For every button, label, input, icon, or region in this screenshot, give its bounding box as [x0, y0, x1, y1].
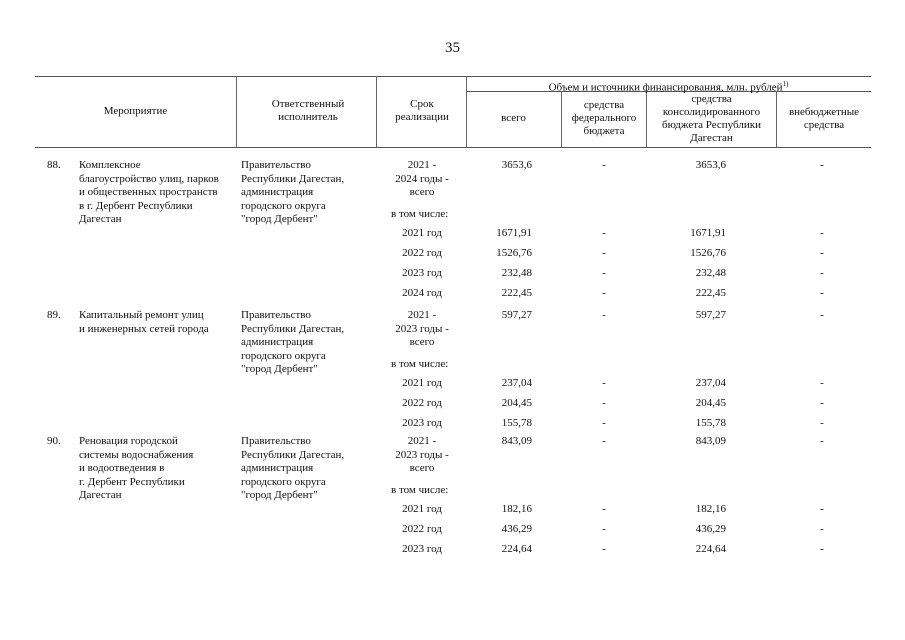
year-value-extrabudget: -: [820, 503, 824, 515]
term-text-line: всего: [409, 336, 435, 348]
value-consolidated: 3653,6: [695, 159, 726, 171]
year-value-total: 204,45: [501, 397, 532, 409]
value-federal: -: [602, 309, 606, 321]
header-extrabudget: внебюджетные средства: [788, 106, 860, 131]
executor-text-line: "город Дербент": [241, 489, 318, 501]
year-value-federal: -: [602, 227, 606, 239]
term-text-line: 2023 годы -: [395, 448, 449, 461]
year-value-total: 237,04: [501, 377, 532, 389]
year-label: 2021 год: [402, 227, 442, 239]
year-value-total: 182,16: [501, 503, 532, 515]
term-text-line: всего: [409, 462, 435, 474]
year-value-federal: -: [602, 543, 606, 555]
row-number: 90.: [47, 435, 61, 447]
year-label: 2023 год: [402, 543, 442, 555]
year-value-total: 232,48: [501, 267, 532, 279]
year-label: 2023 год: [402, 417, 442, 429]
executor-text-line: "город Дербент": [241, 363, 318, 375]
year-label: 2023 год: [402, 267, 442, 279]
year-value-total: 222,45: [501, 287, 532, 299]
year-value-consolidated: 237,04: [695, 377, 726, 389]
year-label: 2022 год: [402, 523, 442, 535]
executor-text-line: Республики Дагестан,: [241, 322, 345, 335]
measure-text-line: и общественных пространств: [79, 186, 218, 198]
measure-text-line: и водоотведения в: [79, 462, 165, 474]
measure-text-line: в г. Дербент Республики: [79, 199, 193, 212]
year-value-total: 436,29: [501, 523, 532, 535]
executor-text-line: "город Дербент": [241, 213, 318, 225]
year-value-consolidated: 1526,76: [690, 247, 726, 259]
measure-text-line: системы водоснабжения: [79, 448, 194, 461]
year-value-extrabudget: -: [820, 523, 824, 535]
executor-text-line: городского округа: [241, 199, 326, 212]
year-value-consolidated: 222,45: [695, 287, 726, 299]
measure-text-line: и инженерных сетей города: [79, 322, 209, 335]
sub-label: в том числе:: [391, 208, 449, 220]
header-bottom-rule: [35, 147, 871, 148]
year-value-total: 1671,91: [496, 227, 532, 239]
header-funding-label: Объем и источники финансирования, млн. рублей: [548, 81, 783, 94]
executor-text-line: городского округа: [241, 349, 326, 362]
row-number: 88.: [47, 159, 61, 171]
value-extrabudget: -: [820, 435, 824, 447]
value-extrabudget: -: [820, 159, 824, 171]
year-value-federal: -: [602, 377, 606, 389]
value-federal: -: [602, 159, 606, 171]
year-label: 2024 год: [402, 287, 442, 299]
year-value-federal: -: [602, 397, 606, 409]
year-value-extrabudget: -: [820, 267, 824, 279]
header-executor: Ответственный исполнитель: [271, 98, 345, 123]
year-value-federal: -: [602, 503, 606, 515]
year-value-federal: -: [602, 267, 606, 279]
year-value-federal: -: [602, 417, 606, 429]
year-value-total: 1526,76: [496, 247, 532, 259]
year-value-consolidated: 1671,91: [690, 227, 726, 239]
year-value-extrabudget: -: [820, 287, 824, 299]
measure-text-line: Реновация городской: [79, 435, 178, 447]
executor-text-line: Правительство: [241, 435, 311, 447]
year-value-federal: -: [602, 287, 606, 299]
header-term: Срок реализации: [395, 98, 449, 123]
measure-text-line: г. Дербент Республики: [79, 475, 185, 488]
year-value-consolidated: 182,16: [695, 503, 726, 515]
year-value-consolidated: 436,29: [695, 523, 726, 535]
col-divider: [376, 76, 377, 147]
value-extrabudget: -: [820, 309, 824, 321]
value-consolidated: 843,09: [695, 435, 726, 447]
term-text-line: 2023 годы -: [395, 322, 449, 335]
sub-label: в том числе:: [391, 358, 449, 370]
year-label: 2022 год: [402, 247, 442, 259]
measure-text-line: Дагестан: [79, 489, 122, 501]
row-number: 89.: [47, 309, 61, 321]
measure-text-line: Комплексное: [79, 159, 141, 171]
year-value-consolidated: 232,48: [695, 267, 726, 279]
executor-text-line: администрация: [241, 336, 314, 348]
executor-text-line: администрация: [241, 186, 314, 198]
header-funding-footnote: 1): [782, 80, 789, 88]
year-value-extrabudget: -: [820, 397, 824, 409]
value-federal: -: [602, 435, 606, 447]
header-consolidated: средства консолидированного бюджета Республики Дагестан: [662, 93, 761, 144]
year-value-consolidated: 224,64: [695, 543, 726, 555]
year-value-consolidated: 204,45: [695, 397, 726, 409]
executor-text-line: Правительство: [241, 159, 311, 171]
sub-label: в том числе:: [391, 484, 449, 496]
executor-text-line: Республики Дагестан,: [241, 448, 345, 461]
executor-text-line: администрация: [241, 462, 314, 474]
value-total: 3653,6: [501, 159, 532, 171]
year-label: 2022 год: [402, 397, 442, 409]
term-text-line: 2021 -: [407, 435, 437, 447]
measure-text-line: благоустройство улиц, парков: [79, 172, 219, 185]
header-measure: Мероприятие: [103, 105, 168, 117]
header-total: всего: [501, 112, 526, 124]
year-value-extrabudget: -: [820, 227, 824, 239]
year-value-extrabudget: -: [820, 417, 824, 429]
term-text-line: всего: [409, 186, 435, 198]
year-value-total: 155,78: [501, 417, 532, 429]
year-label: 2021 год: [402, 377, 442, 389]
year-value-consolidated: 155,78: [695, 417, 726, 429]
year-value-extrabudget: -: [820, 247, 824, 259]
executor-text-line: Республики Дагестан,: [241, 172, 345, 185]
year-value-federal: -: [602, 247, 606, 259]
year-value-federal: -: [602, 523, 606, 535]
year-value-total: 224,64: [501, 543, 532, 555]
measure-text-line: Капитальный ремонт улиц: [79, 309, 204, 321]
header-top-rule: [35, 76, 871, 77]
measure-text-line: Дагестан: [79, 213, 122, 225]
year-value-extrabudget: -: [820, 377, 824, 389]
col-divider: [236, 76, 237, 147]
value-total: 843,09: [501, 435, 532, 447]
value-total: 597,27: [501, 309, 532, 321]
term-text-line: 2024 годы -: [395, 172, 449, 185]
term-text-line: 2021 -: [407, 309, 437, 321]
year-value-extrabudget: -: [820, 543, 824, 555]
executor-text-line: Правительство: [241, 309, 311, 321]
page-number: 35: [445, 40, 460, 56]
year-label: 2021 год: [402, 503, 442, 515]
term-text-line: 2021 -: [407, 159, 437, 171]
header-federal: средства федерального бюджета: [571, 99, 637, 137]
value-consolidated: 597,27: [695, 309, 726, 321]
executor-text-line: городского округа: [241, 475, 326, 488]
